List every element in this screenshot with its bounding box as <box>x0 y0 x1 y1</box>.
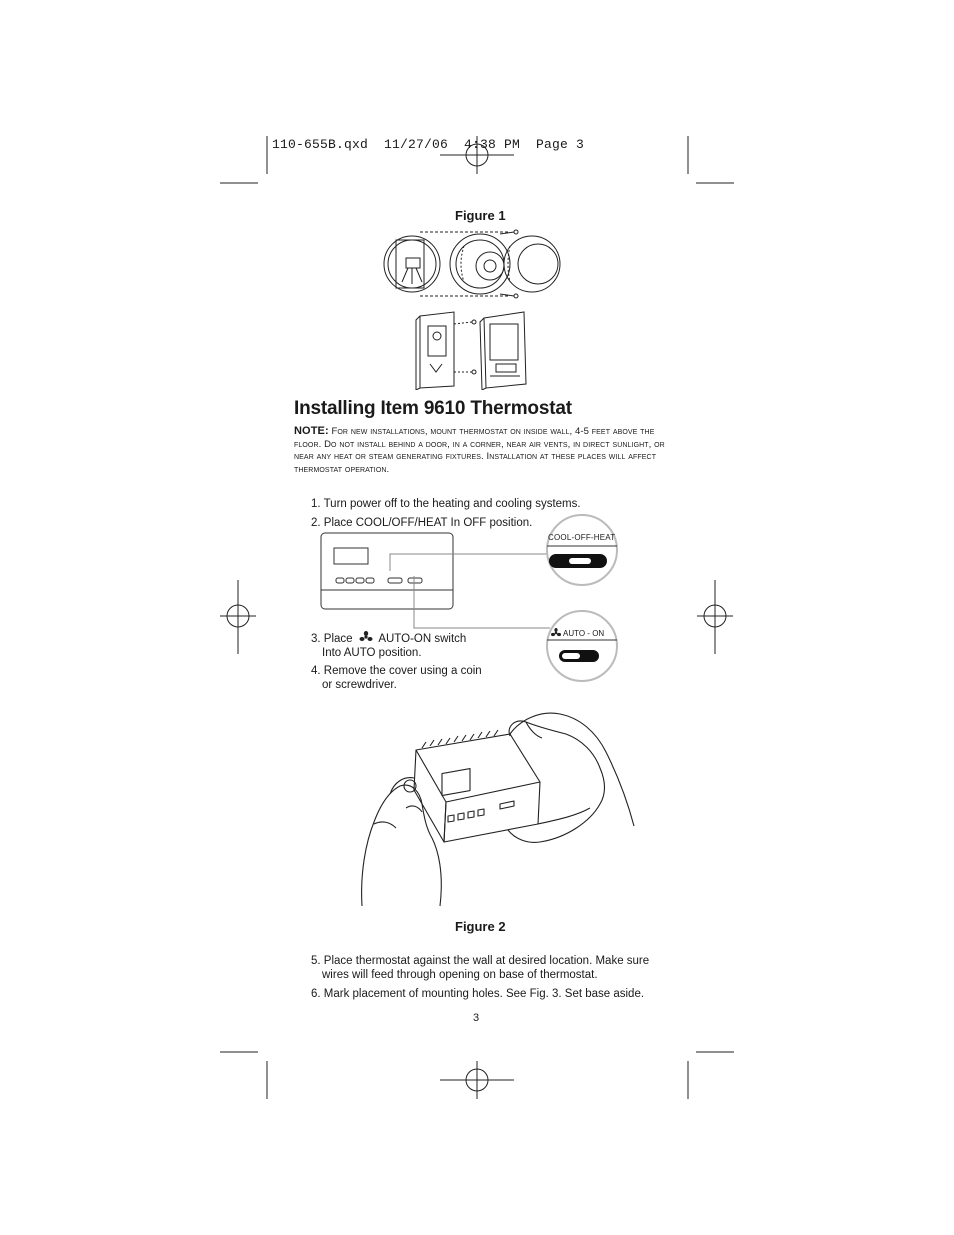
fan-icon <box>359 631 373 643</box>
step-3-switch: AUTO-ON switch <box>378 633 467 645</box>
note-text: For new installations, mount thermostat on inside wall, 4-5 feet above the floor. Do not install behind a door, in a corner, near air vents, in direct sunlight, or near any heat or steam generating fixtures. Installation at these places will affect thermostat operation. <box>294 426 665 475</box>
step-5-line1: 5. Place thermostat against the wall at desired location. Make sure <box>311 955 650 967</box>
step-4-line2: or screwdriver. <box>322 679 397 691</box>
figure-2-illustration <box>360 712 636 912</box>
installation-note <box>294 425 666 476</box>
step-6: 6. Mark placement of mounting holes. See Fig. 3. Set base aside. <box>311 988 645 1000</box>
fan-icon <box>551 628 561 638</box>
page-number: 3 <box>473 1012 480 1024</box>
step-5-line2: wires will feed through opening on base of thermostat. <box>322 969 598 981</box>
page-title: Installing Item 9610 Thermostat <box>294 398 572 419</box>
step-4 <box>311 664 482 692</box>
note-label: NOTE: <box>294 425 329 437</box>
step-2: 2. Place COOL/OFF/HEAT In OFF position. <box>311 517 533 529</box>
figure-1-illustration <box>380 226 570 390</box>
mode-switch-label: COOL-OFF-HEAT <box>548 533 616 542</box>
fan-switch-callout <box>551 628 604 638</box>
fan-switch-label: AUTO - ON <box>563 628 605 638</box>
figure-1-caption: Figure 1 <box>455 208 506 223</box>
print-slug: 110-655B.qxd 11/27/06 4:38 PM Page 3 <box>272 137 585 152</box>
step-4-line1: 4. Remove the cover using a coin <box>311 665 482 677</box>
step-1: 1. Turn power off to the heating and cooling systems. <box>311 498 581 510</box>
figure-2-caption: Figure 2 <box>455 919 506 934</box>
step-5 <box>311 954 649 982</box>
step-3 <box>311 631 466 660</box>
step-3-position: Into AUTO position. <box>322 647 422 659</box>
step-3-prefix: 3. Place <box>311 633 353 645</box>
